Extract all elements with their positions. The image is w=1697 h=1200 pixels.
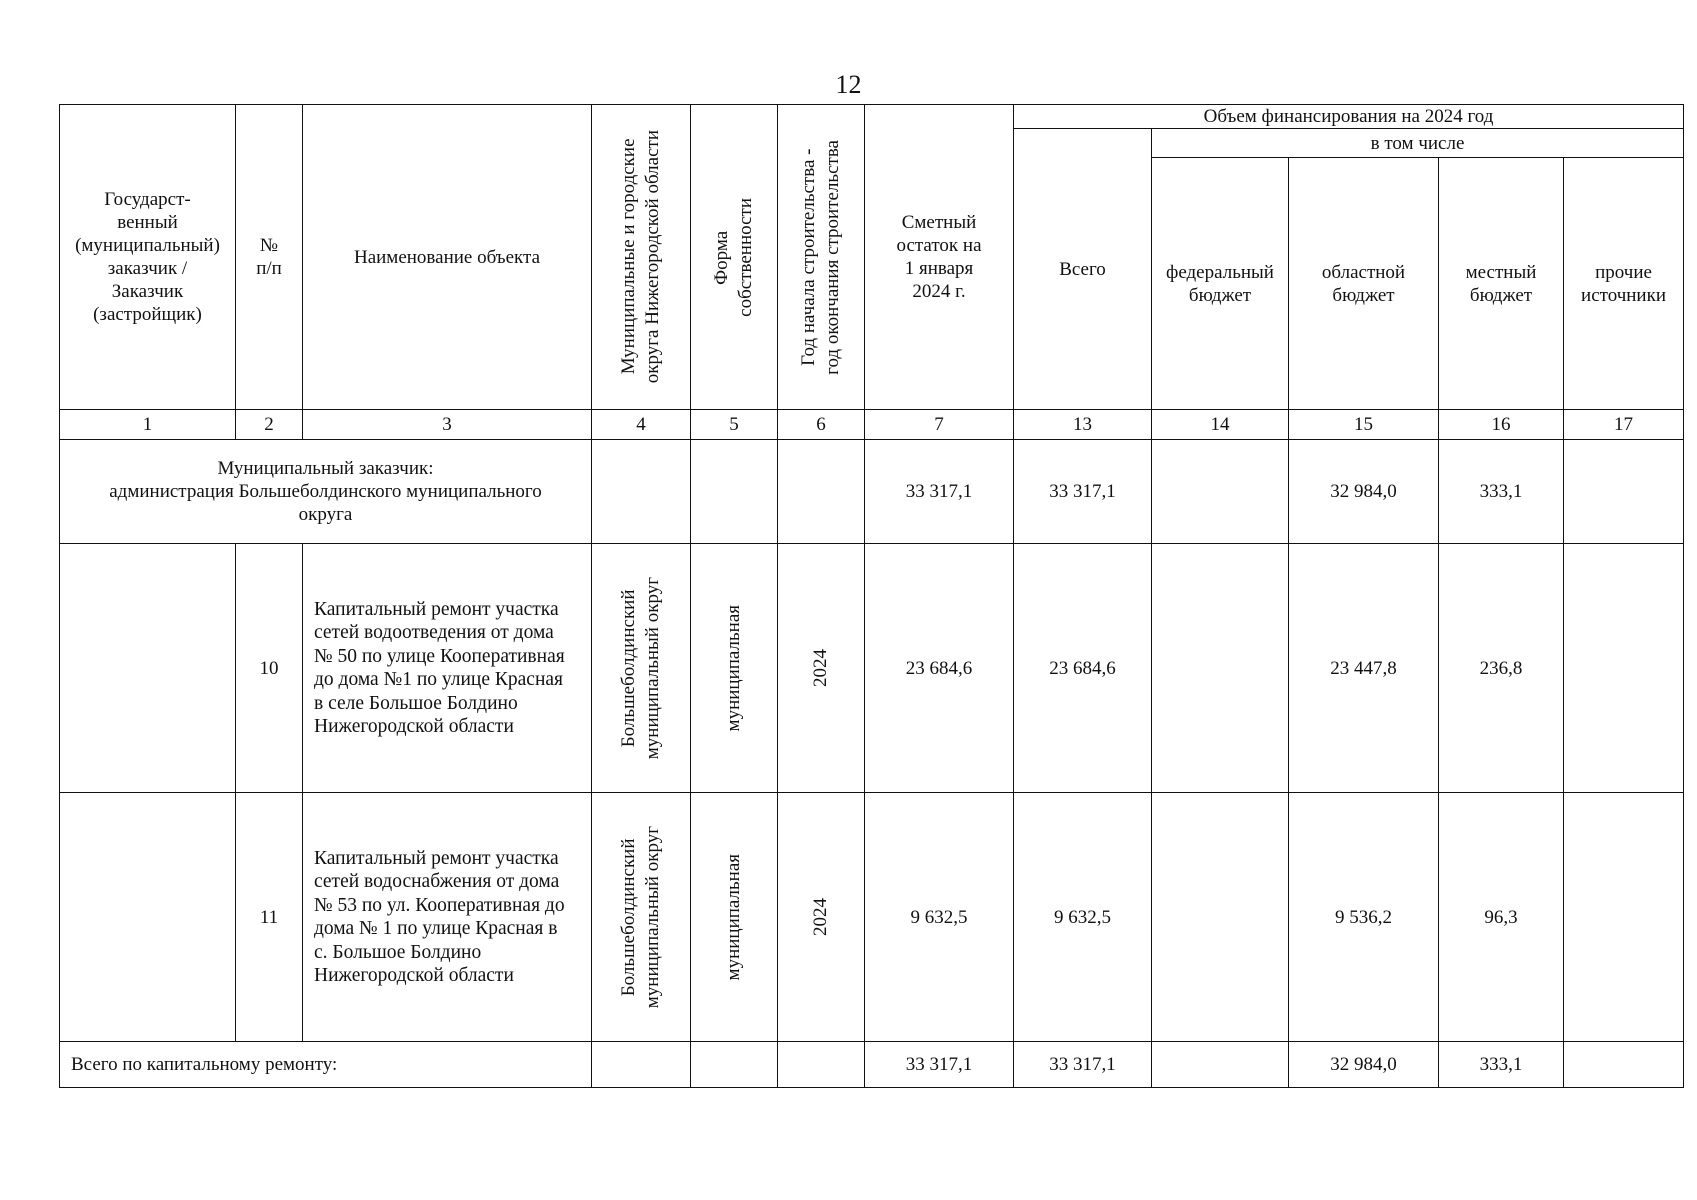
total-local: 333,1 [1439, 1042, 1564, 1088]
header-customer [60, 105, 236, 410]
group-local: 333,1 [1439, 440, 1564, 544]
column-number: 7 [865, 410, 1014, 440]
column-number: 5 [691, 410, 778, 440]
column-number: 1 [60, 410, 236, 440]
header-ownership [691, 105, 778, 410]
row-municipality-text: Большеболдинский муниципальный округ [618, 825, 663, 1009]
row-name [303, 793, 592, 1042]
row-regional: 23 447,8 [1289, 544, 1439, 793]
total-regional: 32 984,0 [1289, 1042, 1439, 1088]
group-label [60, 440, 592, 544]
group-label-text: Муниципальный заказчик: администрация Большеболдинского муниципального округа [109, 458, 542, 525]
row-ownership-text: муниципальная [723, 604, 744, 732]
column-number: 16 [1439, 410, 1564, 440]
total-total: 33 317,1 [1014, 1042, 1152, 1088]
row-local: 96,3 [1439, 793, 1564, 1042]
row-municipality-text: Большеболдинский муниципальный округ [618, 576, 663, 760]
group-total: 33 317,1 [1014, 440, 1152, 544]
header-object-name [303, 105, 592, 410]
table-row [60, 793, 1684, 1042]
header-no-text: № п/п [256, 235, 282, 279]
group-row [60, 440, 1684, 544]
row-name-text: Капитальный ремонт участка сетей водоотведения от дома № 50 по улице Кооперативная до дома №1 по улице Красная в селе Большое Болдино Нижегородской области [314, 598, 565, 737]
column-number: 14 [1152, 410, 1289, 440]
row-other [1564, 793, 1684, 1042]
column-number: 13 [1014, 410, 1152, 440]
header-ownership-text: Форма собственности [711, 197, 756, 317]
header-regional-text: областной бюджет [1321, 261, 1406, 306]
total-other [1564, 1042, 1684, 1088]
header-total [1014, 129, 1152, 410]
total-ownership [691, 1042, 778, 1088]
column-number: 2 [236, 410, 303, 440]
row-no: 10 [236, 544, 303, 793]
financing-table [59, 104, 1684, 1088]
row-customer [60, 544, 236, 793]
group-years [778, 440, 865, 544]
header-other-text: прочие источники [1581, 261, 1666, 306]
header-regional [1289, 158, 1439, 410]
header-estimate-balance-text: Сметный остаток на 1 января 2024 г. [896, 212, 982, 302]
header-years-text: Год начала строительства - год окончания строительства [798, 139, 843, 375]
header-no [236, 105, 303, 410]
row-customer [60, 793, 236, 1042]
header-funding-group-text: Объем финансирования на 2024 год [1203, 106, 1494, 127]
row-year-text: 2024 [810, 898, 831, 936]
row-total: 23 684,6 [1014, 544, 1152, 793]
row-ownership [691, 793, 778, 1042]
total-label: Всего по капитальному ремонту: [60, 1042, 592, 1088]
header-federal [1152, 158, 1289, 410]
header-funding-group [1014, 105, 1684, 129]
row-federal [1152, 544, 1289, 793]
total-municipality [592, 1042, 691, 1088]
row-estimate: 23 684,6 [865, 544, 1014, 793]
group-other [1564, 440, 1684, 544]
column-numbers-row [60, 410, 1684, 440]
header-customer-text: Государст- венный (муниципальный) заказчик / Заказчик (застройщик) [75, 189, 220, 325]
row-estimate: 9 632,5 [865, 793, 1014, 1042]
group-federal [1152, 440, 1289, 544]
group-regional: 32 984,0 [1289, 440, 1439, 544]
header-estimate-balance [865, 105, 1014, 410]
column-number: 4 [592, 410, 691, 440]
row-federal [1152, 793, 1289, 1042]
header-municipality [592, 105, 691, 410]
row-name [303, 544, 592, 793]
row-regional: 9 536,2 [1289, 793, 1439, 1042]
row-no: 11 [236, 793, 303, 1042]
header-object-name-text: Наименование объекта [353, 246, 541, 268]
row-ownership-text: муниципальная [723, 853, 744, 981]
row-name-text: Капитальный ремонт участка сетей водоснабжения от дома № 53 по ул. Кооперативная до дома № 1 по улице Красная в с. Большое Болдино Нижегородской области [314, 847, 565, 986]
header-other [1564, 158, 1684, 410]
row-ownership [691, 544, 778, 793]
total-years [778, 1042, 865, 1088]
row-municipality [592, 544, 691, 793]
total-federal [1152, 1042, 1289, 1088]
header-local [1439, 158, 1564, 410]
total-estimate: 33 317,1 [865, 1042, 1014, 1088]
column-number: 3 [303, 410, 592, 440]
header-including-text: в том числе [1370, 132, 1465, 154]
group-ownership [691, 440, 778, 544]
row-year [778, 793, 865, 1042]
page-number: 12 [835, 70, 862, 99]
total-row [60, 1042, 1684, 1088]
column-number: 6 [778, 410, 865, 440]
column-number: 17 [1564, 410, 1684, 440]
row-year-text: 2024 [810, 649, 831, 687]
header-total-text: Всего [1059, 258, 1106, 280]
row-local: 236,8 [1439, 544, 1564, 793]
header-local-text: местный бюджет [1465, 261, 1537, 306]
row-municipality [592, 793, 691, 1042]
header-including [1152, 129, 1684, 158]
header-federal-text: федеральный бюджет [1166, 261, 1274, 306]
header-municipality-text: Муниципальные и городские округа Нижегородской области [618, 130, 663, 384]
row-total: 9 632,5 [1014, 793, 1152, 1042]
group-estimate: 33 317,1 [865, 440, 1014, 544]
header-years [778, 105, 865, 410]
row-other [1564, 544, 1684, 793]
table-row [60, 544, 1684, 793]
row-year [778, 544, 865, 793]
column-number: 15 [1289, 410, 1439, 440]
group-municipality [592, 440, 691, 544]
